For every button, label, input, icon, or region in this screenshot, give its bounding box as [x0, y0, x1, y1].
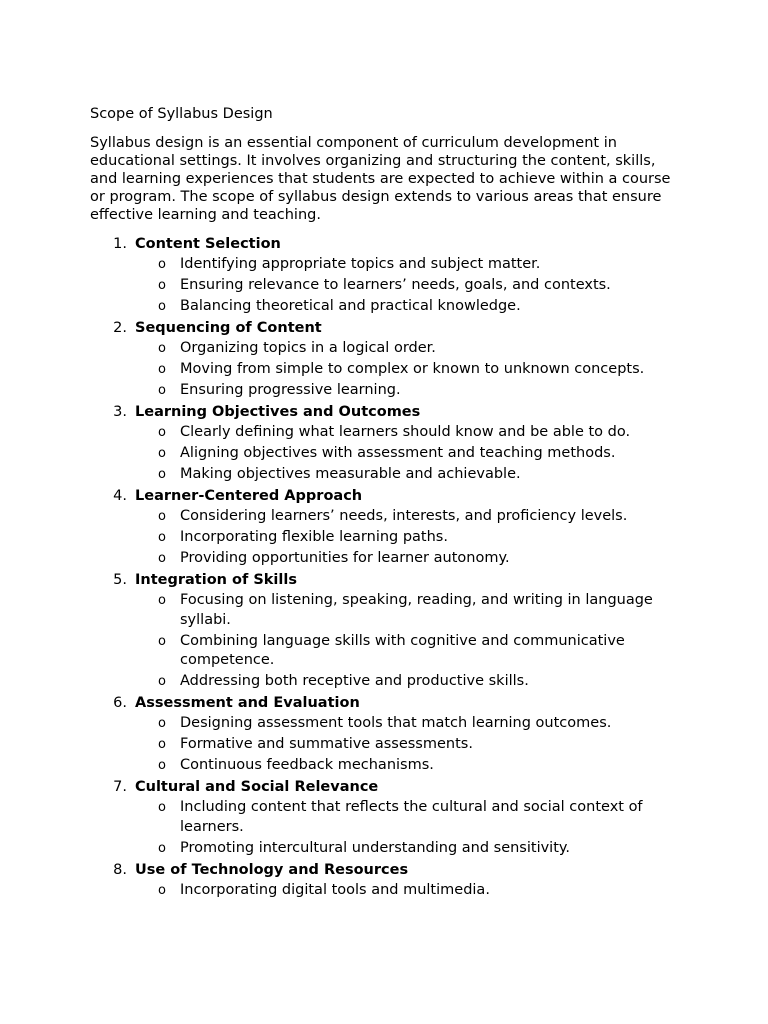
intro-paragraph: Syllabus design is an essential component of curriculum development in educational settings. It involves organizing and structuring the content, skills, and learning experiences that students are expected to achieve within a course or program. The scope of syllabus design extends to various areas that ensure effective learning and teaching.: [90, 135, 671, 223]
section-number: 5.: [113, 572, 127, 588]
bullet-marker-icon: o: [158, 737, 166, 752]
section-heading: [90, 402, 678, 423]
section-number: 3.: [113, 404, 127, 420]
bullet-list: [90, 507, 678, 569]
bullet-marker-icon: o: [158, 467, 166, 482]
bullet-marker-icon: o: [158, 341, 166, 356]
bullet-item: [90, 360, 680, 380]
section-title: Learning Objectives and Outcomes: [135, 404, 421, 420]
section-item: [90, 570, 678, 692]
section-title: Assessment and Evaluation: [135, 695, 360, 711]
bullet-text: Moving from simple to complex or known to unknown concepts.: [180, 361, 645, 377]
section-number: 6.: [113, 695, 127, 711]
bullet-text: Aligning objectives with assessment and teaching methods.: [180, 445, 616, 461]
bullet-marker-icon: o: [158, 758, 166, 773]
section-item: [90, 318, 678, 401]
bullet-text: Formative and summative assessments.: [180, 736, 473, 752]
bullet-item: [90, 381, 680, 401]
bullet-text: Addressing both receptive and productive skills.: [180, 673, 529, 689]
bullet-item: [90, 549, 680, 569]
bullet-marker-icon: o: [158, 882, 166, 898]
section-heading: [90, 860, 678, 881]
section-heading: [90, 570, 678, 591]
bullet-text: Incorporating flexible learning paths.: [180, 529, 448, 545]
bullet-item: [90, 756, 680, 776]
bullet-marker-icon: o: [158, 446, 166, 461]
section-heading: [90, 318, 678, 339]
section-item: [90, 693, 678, 776]
bullet-item: [90, 591, 680, 630]
bullet-item: [90, 839, 680, 859]
section-item: [90, 486, 678, 569]
bullet-item: [90, 632, 680, 671]
section-heading: [90, 777, 678, 798]
section-item: [90, 777, 678, 858]
bullet-text: Organizing topics in a logical order.: [180, 340, 436, 356]
section-title: Use of Technology and Resources: [135, 861, 409, 878]
bullet-marker-icon: o: [158, 362, 166, 377]
section-heading: [90, 234, 678, 255]
bullet-item: [90, 672, 680, 692]
bullet-text: Clearly defining what learners should know and be able to do.: [180, 424, 631, 440]
bullet-text: Considering learners’ needs, interests, and proficiency levels.: [180, 508, 628, 524]
bullet-marker-icon: o: [158, 840, 166, 856]
bullet-item: [90, 297, 680, 317]
section-number: 4.: [113, 488, 127, 504]
bullet-text: Making objectives measurable and achievable.: [180, 466, 521, 482]
bullet-text: Including content that reflects the cultural and social context of learners.: [180, 799, 643, 835]
bullet-item: [90, 798, 680, 837]
bullet-item: [90, 339, 680, 359]
bullet-marker-icon: o: [158, 257, 166, 272]
section-heading: [90, 693, 678, 714]
section-title: Content Selection: [135, 236, 281, 252]
bullet-marker-icon: o: [158, 716, 166, 731]
section-item: [90, 402, 678, 485]
bullet-list: [90, 423, 678, 485]
section-item: [90, 234, 678, 317]
section-title: Sequencing of Content: [135, 320, 322, 336]
bullet-marker-icon: o: [158, 593, 166, 608]
bullet-item: [90, 444, 680, 464]
section-title: Learner-Centered Approach: [135, 488, 363, 504]
bullet-marker-icon: o: [158, 509, 166, 524]
bullet-marker-icon: o: [158, 278, 166, 293]
bullet-text: Promoting intercultural understanding and sensitivity.: [180, 839, 571, 856]
bullet-text: Focusing on listening, speaking, reading, and writing in language syllabi.: [180, 592, 653, 628]
bullet-list: [90, 714, 678, 776]
bullet-item: [90, 255, 680, 275]
section-item: [90, 860, 678, 901]
bullet-text: Combining language skills with cognitive and communicative competence.: [180, 632, 625, 668]
bullet-item: [90, 276, 680, 296]
bullet-marker-icon: o: [158, 530, 166, 545]
bullet-text: Balancing theoretical and practical knowledge.: [180, 298, 521, 314]
bullet-marker-icon: o: [158, 551, 166, 566]
bullet-marker-icon: o: [158, 633, 166, 649]
bullet-list: [90, 339, 678, 401]
bullet-text: Identifying appropriate topics and subject matter.: [180, 256, 541, 272]
bullet-marker-icon: o: [158, 299, 166, 314]
section-number: 7.: [113, 779, 127, 795]
bullet-item: [90, 881, 680, 901]
bullet-item: [90, 528, 680, 548]
section-title: Integration of Skills: [135, 572, 297, 588]
bullet-text: Ensuring relevance to learners’ needs, goals, and contexts.: [180, 277, 611, 293]
bullet-item: [90, 465, 680, 485]
bullet-list: [90, 881, 678, 901]
section-list: [90, 234, 678, 900]
bullet-item: [90, 507, 680, 527]
bullet-text: Providing opportunities for learner autonomy.: [180, 550, 510, 566]
section-number: 8.: [113, 861, 127, 878]
bullet-text: Designing assessment tools that match learning outcomes.: [180, 715, 612, 731]
bullet-text: Continuous feedback mechanisms.: [180, 757, 434, 773]
bullet-marker-icon: o: [158, 674, 166, 689]
bullet-text: Incorporating digital tools and multimedia.: [180, 881, 490, 898]
bullet-list: [90, 798, 678, 858]
bullet-marker-icon: o: [158, 425, 166, 440]
bullet-list: [90, 255, 678, 317]
section-title: Cultural and Social Relevance: [135, 779, 379, 795]
section-number: 1.: [113, 236, 127, 252]
document-title: Scope of Syllabus Design: [90, 106, 273, 122]
section-heading: [90, 486, 678, 507]
section-number: 2.: [113, 320, 127, 336]
bullet-item: [90, 423, 680, 443]
bullet-text: Ensuring progressive learning.: [180, 382, 401, 398]
bullet-marker-icon: o: [158, 800, 166, 815]
bullet-item: [90, 714, 680, 734]
bullet-marker-icon: o: [158, 383, 166, 398]
bullet-item: [90, 735, 680, 755]
bullet-list: [90, 591, 678, 692]
